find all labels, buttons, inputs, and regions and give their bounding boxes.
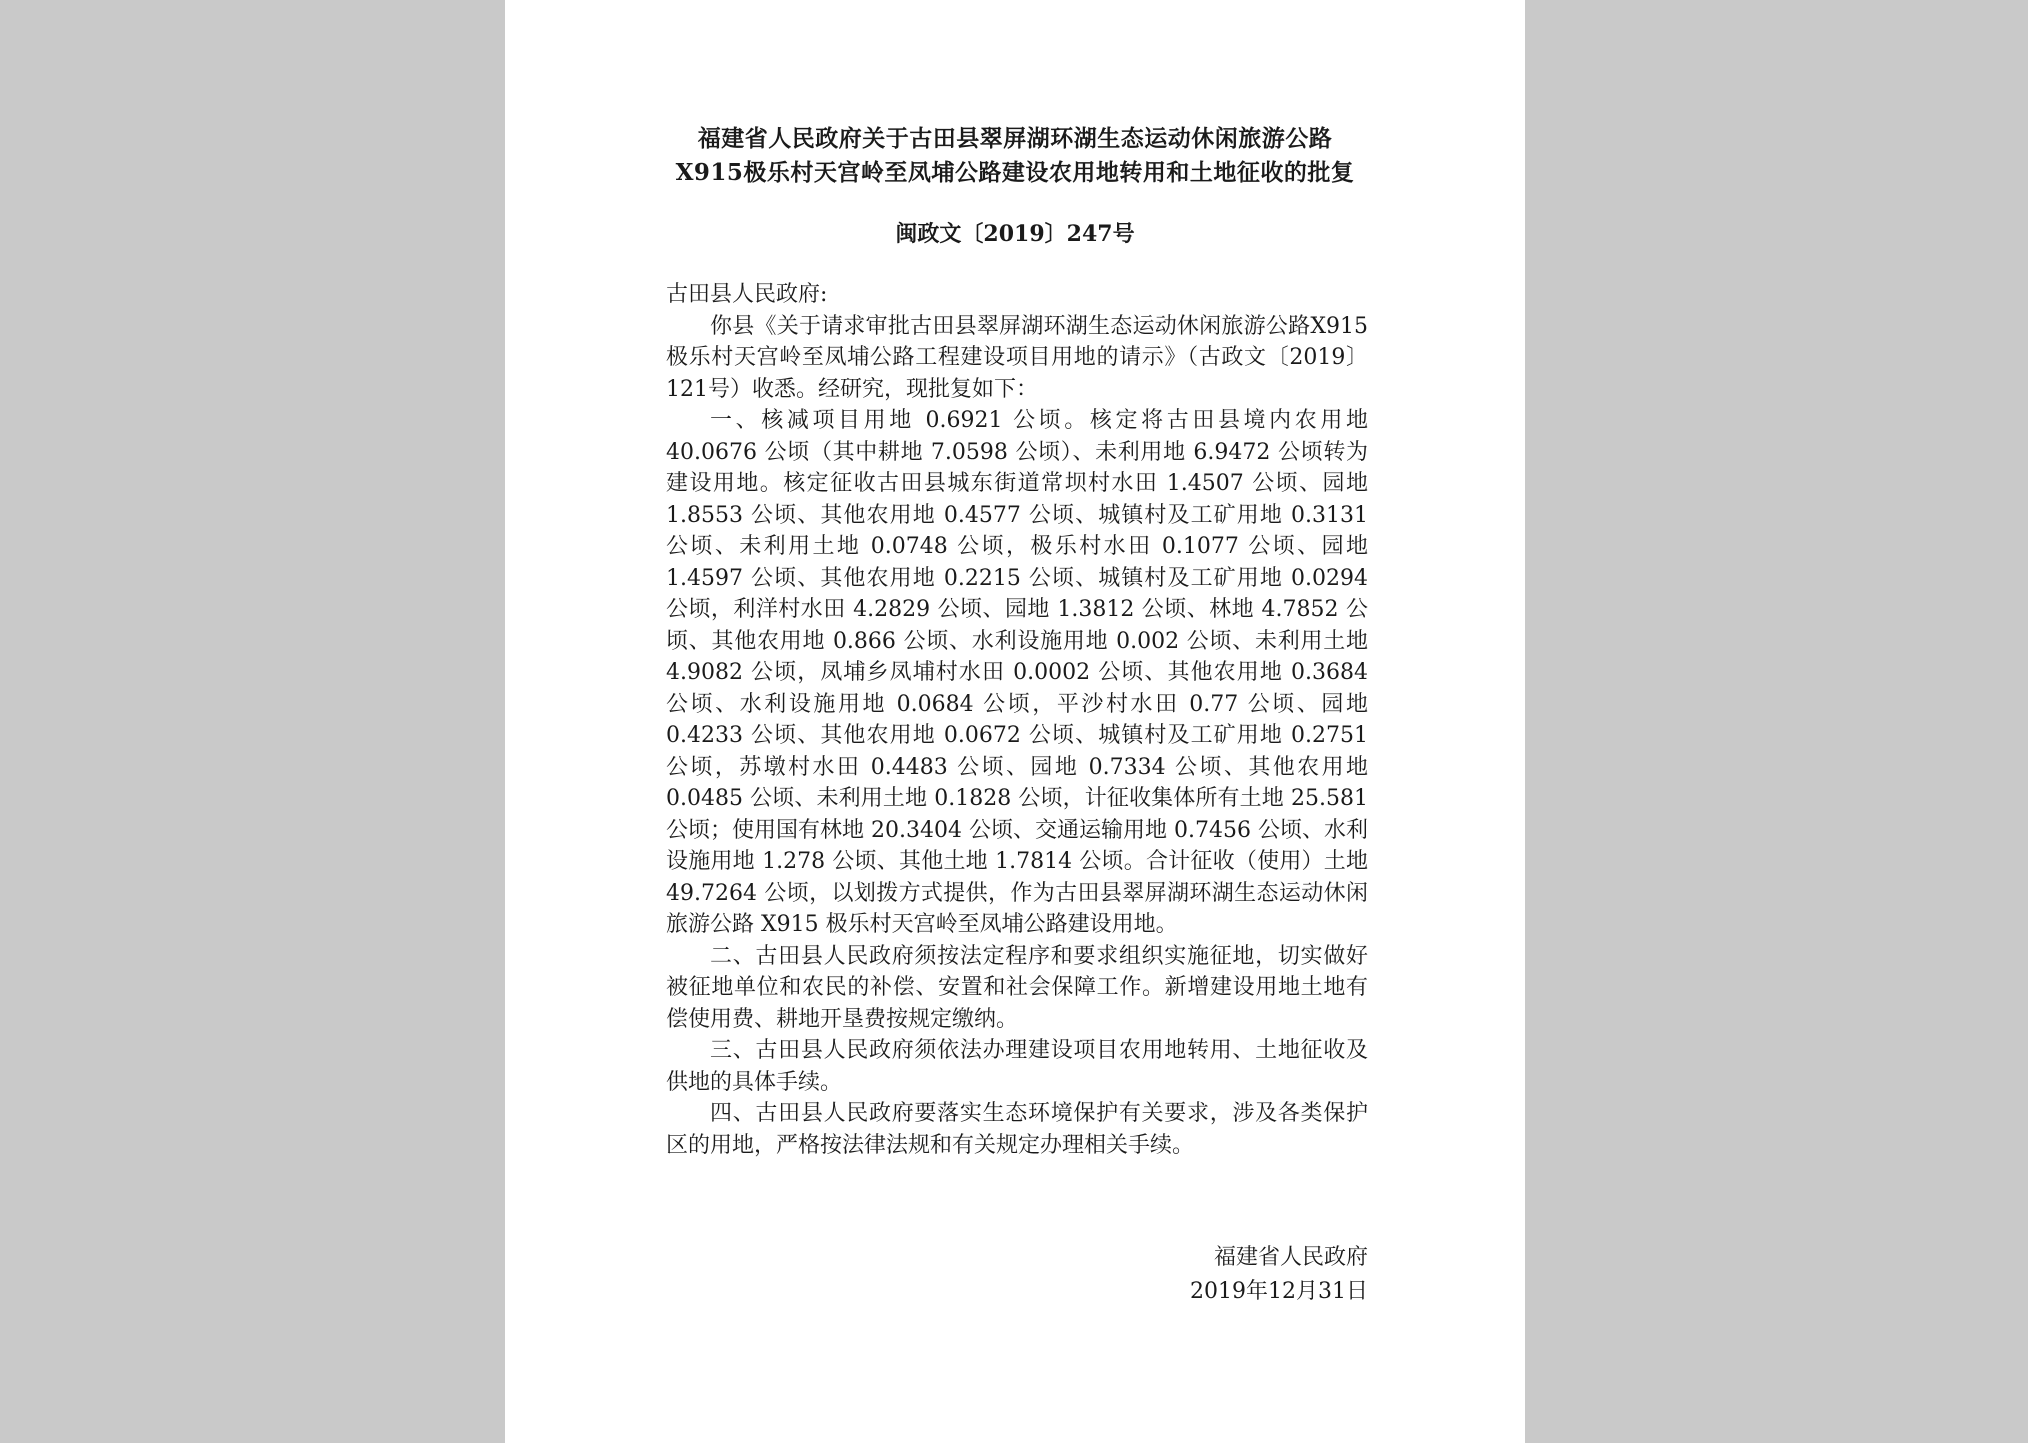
- paragraph-4: 四、古田县人民政府要落实生态环境保护有关要求，涉及各类保护区的用地，严格按法律法规和有关规定办理相关手续。: [666, 1101, 1368, 1158]
- signature-organization: 福建省人民政府: [1213, 1245, 1368, 1270]
- paragraph-1: 一、核减项目用地 0.6921 公顷。核定将古田县境内农用地 40.0676 公顷（其中耕地 7.0598 公顷）、未利用地 6.9472 公顷转为建设用地。核定征收古田县城东街道常坝村水田 1.4507 公顷、园地 1.8553 公顷、其他农用地 0.4577 公顷、城镇村及工矿用地 0.3131 公顷、未利用土地 0.0748 公顷，极乐村水田 0.1077 公顷、园地 1.4597 公顷、其他农用地 0.2215 公顷、城镇村及工矿用地 0.0294 公顷，利洋村水田 4.2829 公顷、园地 1.3812 公顷、林地 4.7852 公顷、其他农用地 0.866 公顷、水利设施用地 0.002 公顷、未利用土地 4.9082 公顷，凤埔乡凤埔村水田 0.0002 公顷、其他农用地 0.3684 公顷、水利设施用地 0.0684 公顷，平沙村水田 0.77 公顷、园地 0.4233 公顷、其他农用地 0.0672 公顷、城镇村及工矿用地 0.2751 公顷，苏墩村水田 0.4483 公顷、园地 0.7334 公顷、其他农用地 0.0485 公顷、未利用土地 0.1828 公顷，计征收集体所有土地 25.581 公顷；使用国有林地 20.3404 公顷、交通运输用地 0.7456 公顷、水利设施用地 1.278 公顷、其他土地 1.7814 公顷。合计征收（使用）土地 49.7264 公顷，以划拨方式提供，作为古田县翠屏湖环湖生态运动休闲旅游公路 X915 极乐村天宫岭至凤埔公路建设用地。: [666, 408, 1368, 937]
- paragraph-intro: 你县《关于请求审批古田县翠屏湖环湖生态运动休闲旅游公路X915 极乐村天宫岭至凤埔公路工程建设项目用地的请示》（古政文〔2019〕121号）收悉。经研究，现批复如下：: [666, 313, 1368, 402]
- document-page: [505, 0, 1525, 1443]
- paragraph-2: 二、古田县人民政府须按法定程序和要求组织实施征地，切实做好被征地单位和农民的补偿、安置和社会保障工作。新增建设用地土地有偿使用费、耕地开垦费按规定缴纳。: [666, 943, 1368, 1032]
- paragraph-3: 三、古田县人民政府须依法办理建设项目农用地转用、土地征收及供地的具体手续。: [666, 1038, 1368, 1095]
- salutation: 古田县人民政府:: [666, 282, 828, 307]
- document-title-line-2: X915极乐村天宫岭至凤埔公路建设农用地转用和土地征收的批复: [675, 159, 1355, 186]
- document-number: 闽政文〔2019〕247号: [895, 221, 1135, 247]
- signature-date: 2019年12月31日: [1190, 1279, 1368, 1304]
- signature-block: [1190, 1241, 1368, 1309]
- document-body: [666, 279, 1368, 1161]
- document-title-line-1: 福建省人民政府关于古田县翠屏湖环湖生态运动休闲旅游公路: [697, 125, 1333, 152]
